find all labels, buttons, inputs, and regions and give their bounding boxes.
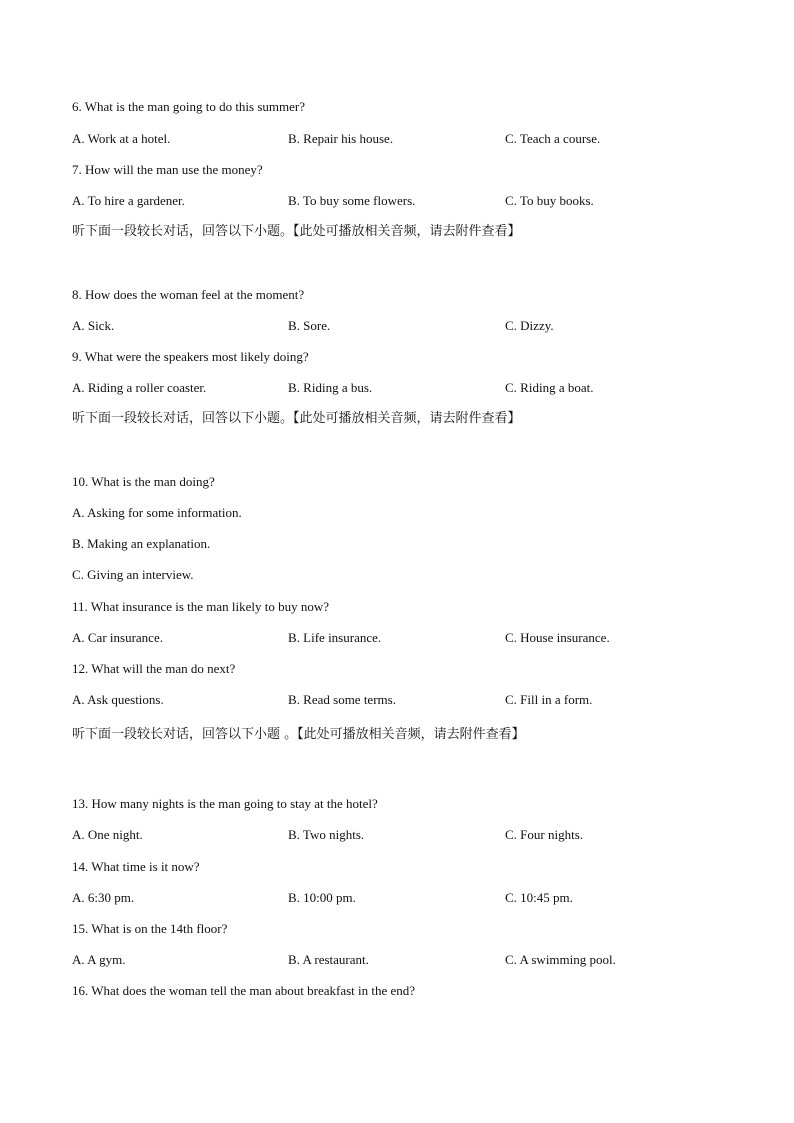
question-16: 16. What does the woman tell the man about breakfast in the end? bbox=[72, 983, 416, 998]
q7-option-b: B. To buy some flowers. bbox=[288, 193, 416, 208]
q11-option-c: C. House insurance. bbox=[505, 630, 610, 645]
q15-option-b: B. A restaurant. bbox=[288, 952, 369, 967]
q10-option-a: A. Asking for some information. bbox=[72, 505, 242, 520]
question-14: 14. What time is it now? bbox=[72, 859, 200, 874]
q12-option-a: A. Ask questions. bbox=[72, 692, 164, 707]
question-12: 12. What will the man do next? bbox=[72, 661, 236, 676]
section-instruction-3: 听下面一段较长对话，回答以下小题 。【此处可播放相关音频，请去附件查看】 bbox=[72, 727, 525, 742]
q7-option-c: C. To buy books. bbox=[505, 193, 594, 208]
question-15: 15. What is on the 14th floor? bbox=[72, 921, 228, 936]
question-11: 11. What insurance is the man likely to buy now? bbox=[72, 599, 330, 614]
q9-option-a: A. Riding a roller coaster. bbox=[72, 380, 207, 395]
question-10: 10. What is the man doing? bbox=[72, 474, 215, 489]
q8-option-b: B. Sore. bbox=[288, 318, 331, 333]
q14-option-c: C. 10:45 pm. bbox=[505, 890, 573, 905]
q12-option-b: B. Read some terms. bbox=[288, 692, 396, 707]
q10-option-c: C. Giving an interview. bbox=[72, 567, 194, 582]
q9-option-c: C. Riding a boat. bbox=[505, 380, 594, 395]
q9-option-b: B. Riding a bus. bbox=[288, 380, 373, 395]
question-7: 7. How will the man use the money? bbox=[72, 162, 263, 177]
q11-option-b: B. Life insurance. bbox=[288, 630, 382, 645]
section-instruction-1: 听下面一段较长对话，回答以下小题。【此处可播放相关音频，请去附件查看】 bbox=[72, 224, 521, 239]
q6-option-c: C. Teach a course. bbox=[505, 131, 601, 146]
question-13: 13. How many nights is the man going to stay at the hotel? bbox=[72, 796, 378, 811]
question-9: 9. What were the speakers most likely doing? bbox=[72, 349, 309, 364]
question-8: 8. How does the woman feel at the moment? bbox=[72, 287, 305, 302]
q15-option-a: A. A gym. bbox=[72, 952, 126, 967]
q11-option-a: A. Car insurance. bbox=[72, 630, 163, 645]
q14-option-a: A. 6:30 pm. bbox=[72, 890, 135, 905]
q10-option-b: B. Making an explanation. bbox=[72, 536, 211, 551]
question-6: 6. What is the man going to do this summer? bbox=[72, 99, 306, 114]
q14-option-b: B. 10:00 pm. bbox=[288, 890, 356, 905]
q15-option-c: C. A swimming pool. bbox=[505, 952, 616, 967]
q13-option-a: A. One night. bbox=[72, 827, 143, 842]
q8-option-c: C. Dizzy. bbox=[505, 318, 554, 333]
q8-option-a: A. Sick. bbox=[72, 318, 115, 333]
q6-option-a: A. Work at a hotel. bbox=[72, 131, 171, 146]
q6-option-b: B. Repair his house. bbox=[288, 131, 394, 146]
q12-option-c: C. Fill in a form. bbox=[505, 692, 593, 707]
section-instruction-2: 听下面一段较长对话，回答以下小题。【此处可播放相关音频，请去附件查看】 bbox=[72, 411, 521, 426]
q7-option-a: A. To hire a gardener. bbox=[72, 193, 185, 208]
q13-option-c: C. Four nights. bbox=[505, 827, 584, 842]
q13-option-b: B. Two nights. bbox=[288, 827, 365, 842]
